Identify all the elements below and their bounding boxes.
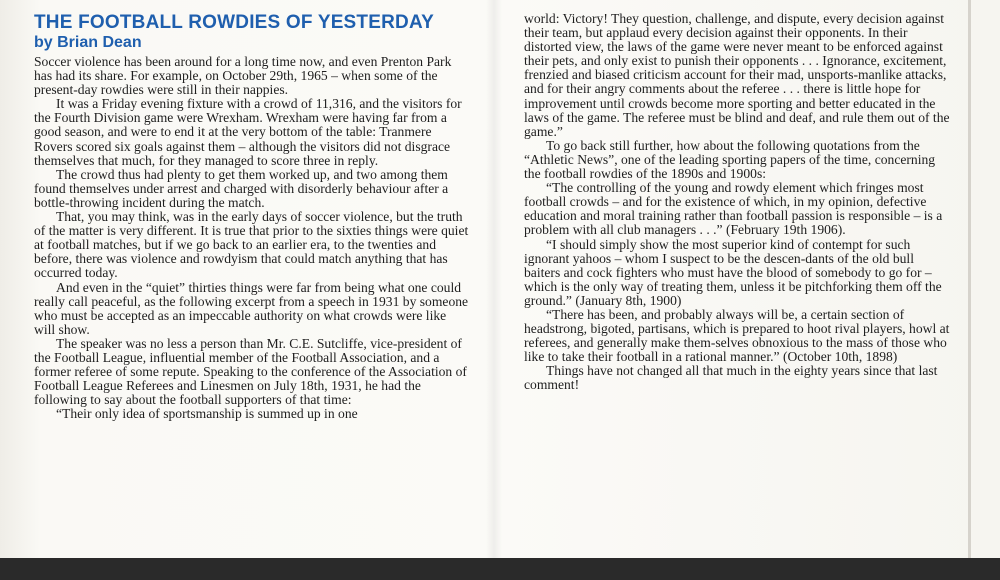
paragraph: “Their only idea of sportsmanship is summed up in one: [56, 406, 358, 422]
paragraph: world: Victory! They question, challenge, and dispute, every decision against their team, but applaud every decision against their opponents. In their distorted view, the laws of the game were never meant to be enforced against their pets, and only exist to punish their opponents . . . Ignorance, excitement, frenzied and biased criticism account for their mad, unsports-manlike attacks, and for their angry comments about the referee . . . there is little hope for improvement until crowds become more sporting and better educated in the laws of the game. The referee must be blind and deaf, and rule them out of the game.”: [524, 11, 950, 139]
paragraph: Soccer violence has been around for a long time now, and even Prenton Park has had its share. For example, on October 29th, 1965 – when some of the present-day rowdies were still in their nappies.: [34, 54, 452, 98]
paragraph: To go back still further, how about the following quotations from the “Athletic News”, one of the leading sporting papers of the time, concerning the football rowdies of the 1890s and 1900s:: [524, 137, 936, 182]
scan-bottom-edge: [0, 558, 1000, 580]
paragraph: The crowd thus had plenty to get them worked up, and two among them found themselves under arrest and charged with disorderly behaviour after a bottle-throwing incident during the match.: [34, 166, 449, 210]
quote-paragraph: “I should simply show the most superior kind of contempt for such ignorant yahoos – whom I suspect to be the descen-dants of the old bull baiters and cock fighters who must have the blood of somebody to go for – which is the only way of treating them, unless it be pitchforking them off the ground.” (January 8th, 1900): [524, 236, 942, 308]
closing-paragraph: Things have not changed all that much in the eighty years since that last comment!: [524, 363, 938, 393]
page-edge: [968, 0, 971, 558]
article-byline: by Brian Dean: [34, 34, 142, 51]
page-fold: [486, 0, 502, 558]
paragraph: The speaker was no less a person than Mr. C.E. Sutcliffe, vice-president of the Football League, influential member of the Football Association, and a former referee of some repute. Speaking to the conference of the Association of Football League Referees and Linesmen on July 18th, 1931, he had the following to say about the football supporters of that time:: [34, 335, 467, 408]
quote-paragraph: “The controlling of the young and rowdy element which fringes most football crowds – and for the existence of which, in my opinion, defective education and moral training rather than football passion is responsible – is a problem with all club managers . . .” (February 19th 1906).: [524, 180, 943, 238]
paragraph: It was a Friday evening fixture with a crowd of 11,316, and the visitors for the Fourth Division game were Wrexham. Wrexham were having far from a good season, and were to end it at the very bottom of the table: Tranmere Rovers scored six goals against them – although the visitors did not disgrace themselves that much, for they managed to score three in reply.: [34, 96, 462, 168]
right-column: [524, 12, 950, 393]
paragraph: And even in the “quiet” thirties things were far from being what one could really call peaceful, as the following excerpt from a speech in 1931 by someone who must be accepted as an impeccable authority on what crowds were like will show.: [34, 279, 469, 337]
left-column: [34, 12, 470, 421]
quote-paragraph: “There has been, and probably always will be, a certain section of headstrong, bigoted, partisans, which is prepared to hoot rival players, howl at referees, and generally make them-selves obnoxious to the mass of those who like to take their football in a rational manner.” (October 10th, 1898): [524, 306, 950, 365]
paragraph: That, you may think, was in the early days of soccer violence, but the truth of the matter is very different. It is true that prior to the sixties things were quiet at football matches, but if we go back to an earlier era, to the twenties and before, there was violence and rowdyism that could match anything that has occurred today.: [34, 209, 469, 281]
article-title: THE FOOTBALL ROWDIES OF YESTERDAY: [34, 12, 435, 33]
